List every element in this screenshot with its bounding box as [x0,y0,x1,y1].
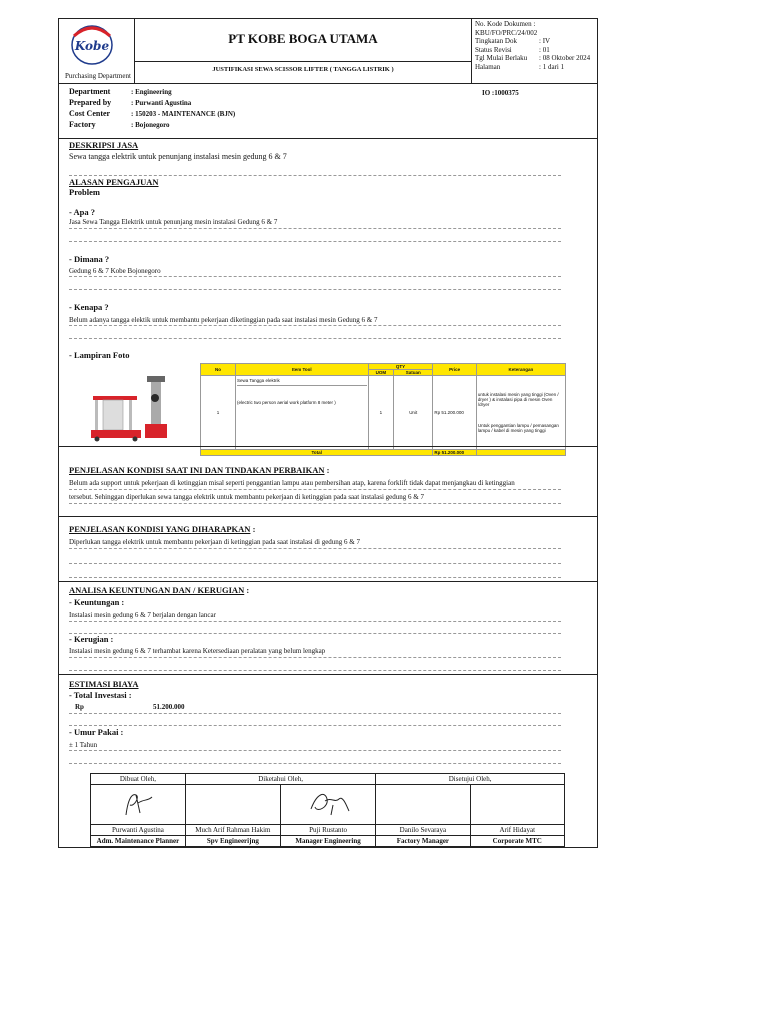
document-title: JUSTIFIKASI SEWA SCISSOR LIFTER ( TANGGA LISTRIK ) [212,66,394,73]
estimasi-title: ESTIMASI BIAYA [69,679,139,689]
analisa-title: ANALISA KEUNTUNGAN DAN / KERUGIAN : [69,585,250,595]
col-qty: QTY [368,364,433,370]
handwritten-signature-icon [118,789,158,819]
dimana-label: - Dimana ? [69,254,110,264]
kenapa-text: Belum adanya tangga elektik untuk membantu pekerjaan diketinggian pada saat instalasi mesin Gedung 6 & 7 [69,316,378,324]
dibuat-oleh: Dibuat Oleh, [91,774,186,785]
signature-arif-hidayat [470,785,564,825]
deskripsi-text: Sewa tangga elektrik untuk penunjang instalasi mesin gedung 6 & 7 [69,152,287,161]
kondisi-saat-ini-title: PENJELASAN KONDISI SAAT INI DAN TINDAKAN PERBAIKAN : [69,465,330,475]
currency-label: Rp [75,703,84,711]
signature-danilo [376,785,470,825]
meta-row: Tingkatan Dok : IV [475,37,551,46]
info-row: Cost Center : 150203 - MAINTENANCE (BJN) [69,109,236,118]
total-investasi-value: 51.200.000 [153,703,185,711]
info-row: Prepared by : Purwanti Agustina [69,98,192,107]
kondisi-diharapkan-title: PENJELASAN KONDISI YANG DIHARAPKAN : [69,524,256,534]
dimana-text: Gedung 6 & 7 Kobe Bojonegoro [69,267,161,275]
alasan-title: ALASAN PENGAJUAN [69,177,159,187]
svg-text:Kobe: Kobe [74,39,110,53]
meta-row: No. Kode Dokumen : [475,20,536,28]
deskripsi-title: DESKRIPSI JASA [69,140,139,150]
apa-label: - Apa ? [69,207,95,217]
col-price: Price [433,364,477,376]
disetujui-oleh: Disetujui Oleh, [376,774,565,785]
kerugian-label: - Kerugian : [69,634,114,644]
kenapa-label: - Kenapa ? [69,302,109,312]
problem-label: Problem [69,187,101,197]
col-satuan: Satuan [394,370,433,376]
signature-purwanti [91,785,186,825]
purchasing-dept-label: Purchasing Department [65,72,131,80]
signature-puji [280,785,375,825]
col-no: No [201,364,236,376]
logo [69,22,115,68]
kobe-logo-icon [69,22,115,68]
col-ket: Keterangan [476,364,565,376]
kondisi-saat-ini-line1: Belum ada support untuk pekerjaan di ketinggian misal seperti penggantian lampu atau pembersihan atap, karena forklift tidak dapat menjangkau di ketinggian [69,479,515,487]
apa-text: Jasa Sewa Tangga Elektrik untuk penunjang mesin instalasi Gedung 6 & 7 [69,218,278,226]
meta-row: Status Revisi : 01 [475,45,550,54]
meta-row: Halaman : 1 dari 1 [475,62,565,71]
document-page [58,18,598,848]
info-block [69,87,469,131]
company-title: PT KOBE BOGA UTAMA [228,31,378,46]
signature-space-row [91,785,565,825]
diketahui-oleh: Diketahui Oleh, [185,774,375,785]
signature-role-row: Adm. Maintenance Planner Spv Engineerijng Manager Engineering Factory Manager Corporate MTC [91,836,565,847]
io-number: IO :1000375 [482,89,519,97]
table-row: 1 Sewa Tangga elektrik (electric two person aerial work platform 8 meter ) 1 Unit Rp 51.200.000 untuk instalasi mesin yang tinggi (Oven / dryer ) & instalasi pipa di mesin Oven /dryer Untuk penggantian lampu / pemasangan lampu / kabel di mesin yang tinggi [201,376,566,450]
meta-row: Tgl Mulai Berlaku : 08 Oktober 2024 [475,54,591,63]
info-row: Factory : Bojonegoro [69,120,170,129]
kerugian-text: Instalasi mesin gedung 6 & 7 terhambat karena Ketersediaan peralatan yang belum lengkap [69,647,326,655]
col-item: Item Tool [236,364,369,376]
item-table [200,363,566,456]
total-investasi-label: - Total Investasi : [69,690,132,700]
doc-meta-block [475,20,599,72]
meta-row: KBU/FO/PRC/24/002 [475,28,538,37]
signature-name-row: Purwanti Agustina Much Arif Rahman Hakim Puji Rustanto Danilo Sevaraya Arif Hidayat [91,825,565,836]
keuntungan-label: - Keuntungan : [69,597,125,607]
info-row: Department : Engineering [69,87,172,96]
kondisi-saat-ini-line2: tersebut. Sehinggan diperlukan sewa tangga elektrik untuk membantu pekerjaan di ketinggian pada saat instalasi gedung 6 & 7 [69,493,424,501]
keuntungan-text: Instalasi mesin gedung 6 & 7 berjalan dengan lancar [69,611,216,619]
handwritten-signature-icon [303,789,353,819]
umur-pakai-value: ± 1 Tahun [69,741,98,749]
table-total-row: Total Rp 51.200.000 [201,450,566,456]
signature-table [90,773,565,847]
lampiran-label: - Lampiran Foto [69,350,130,360]
signature-header-row [91,774,565,785]
scissor-lift-photo [89,374,171,442]
umur-pakai-label: - Umur Pakai : [69,727,124,737]
kondisi-diharapkan-text: Diperlukan tangga elektrik untuk membantu pekerjaan di ketinggian pada saat instalasi di gedung 6 & 7 [69,538,361,546]
signature-much-arif [185,785,280,825]
col-uom: UOM [368,370,393,376]
